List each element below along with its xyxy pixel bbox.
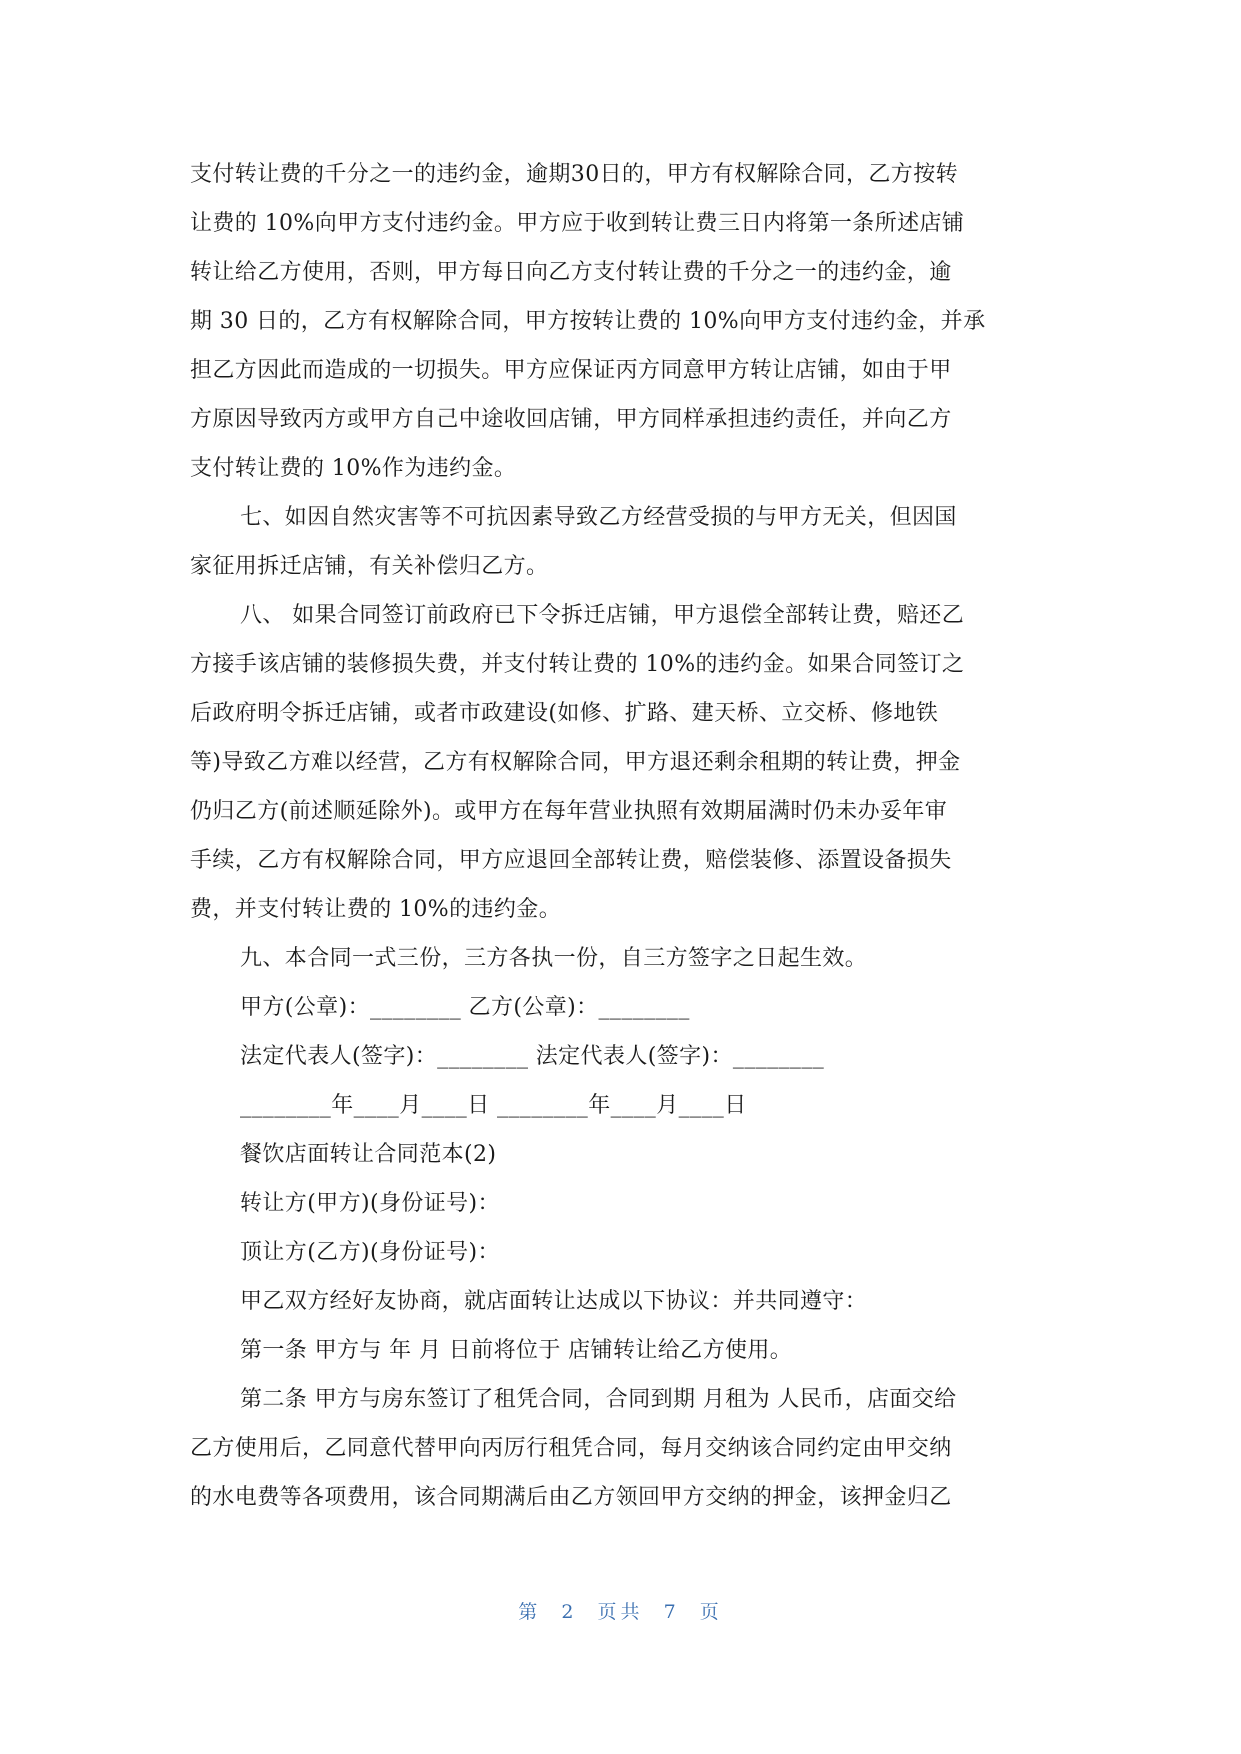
article-two: 第二条 甲方与房东签订了租凭合同，合同到期 月租为 人民币，店面交给 — [240, 1387, 957, 1412]
text-line: 担乙方因此而造成的一切损失。甲方应保证丙方同意甲方转让店铺，如由于甲 — [190, 358, 952, 383]
document-body — [190, 150, 1052, 1522]
text-line: 让费的 10%向甲方支付违约金。甲方应于收到转让费三日内将第一条所述店铺 — [190, 211, 965, 236]
clause-nine: 九、本合同一式三份，三方各执一份，自三方签字之日起生效。 — [240, 946, 868, 971]
text-line: 支付转让费的 10%作为违约金。 — [190, 456, 517, 481]
text-line: 转让给乙方使用，否则，甲方每日向乙方支付转让费的千分之一的违约金，逾 — [190, 260, 952, 285]
text-line: 手续，乙方有权解除合同，甲方应退回全部转让费，赔偿装修、添置设备损失 — [190, 848, 952, 873]
section-title: 餐饮店面转让合同范本(2) — [240, 1142, 497, 1167]
transferee-line: 顶让方(乙方)(身份证号)： — [240, 1240, 500, 1265]
page-number-footer: 第 2 页共 7 页 — [518, 1601, 723, 1623]
article-one: 第一条 甲方与 年 月 日前将位于 店铺转让给乙方使用。 — [240, 1338, 793, 1363]
text-line: 家征用拆迁店铺，有关补偿归乙方。 — [190, 554, 549, 579]
text-line: 期 30 日的，乙方有权解除合同，甲方按转让费的 10%向甲方支付违约金，并承 — [190, 309, 986, 334]
clause-seven: 七、如因自然灾害等不可抗因素导致乙方经营受损的与甲方无关，但因国 — [240, 505, 957, 530]
text-line: 的水电费等各项费用，该合同期满后由乙方领回甲方交纳的押金，该押金归乙 — [190, 1485, 952, 1510]
text-line: 方原因导致丙方或甲方自己中途收回店铺，甲方同样承担违约责任，并向乙方 — [190, 407, 952, 432]
text-line: 支付转让费的千分之一的违约金，逾期30日的，甲方有权解除合同，乙方按转 — [190, 162, 958, 187]
agreement-intro: 甲乙双方经好友协商，就店面转让达成以下协议：并共同遵守： — [240, 1289, 868, 1314]
transferor-line: 转让方(甲方)(身份证号)： — [240, 1191, 500, 1216]
signature-seal-line: 甲方(公章)：________ 乙方(公章)：________ — [240, 995, 690, 1020]
text-line: 乙方使用后，乙同意代替甲向丙厉行租凭合同，每月交纳该合同约定由甲交纳 — [190, 1436, 952, 1461]
text-line: 方接手该店铺的装修损失费，并支付转让费的 10%的违约金。如果合同签订之 — [190, 652, 965, 677]
text-line: 费，并支付转让费的 10%的违约金。 — [190, 897, 562, 922]
text-line: 后政府明令拆迁店铺，或者市政建设(如修、扩路、建天桥、立交桥、修地铁 — [190, 701, 939, 726]
text-line: 等)导致乙方难以经营，乙方有权解除合同，甲方退还剩余租期的转让费，押金 — [190, 750, 961, 775]
signature-representative-line: 法定代表人(签字)：________ 法定代表人(签字)：________ — [240, 1044, 825, 1069]
clause-eight: 八、 如果合同签订前政府已下令拆迁店铺，甲方退偿全部转让费，赔还乙 — [240, 603, 965, 628]
text-line: 仍归乙方(前述顺延除外)。或甲方在每年营业执照有效期届满时仍未办妥年审 — [190, 799, 948, 824]
signature-date-line: ________年____月____日 ________年____月____日 — [240, 1093, 747, 1118]
